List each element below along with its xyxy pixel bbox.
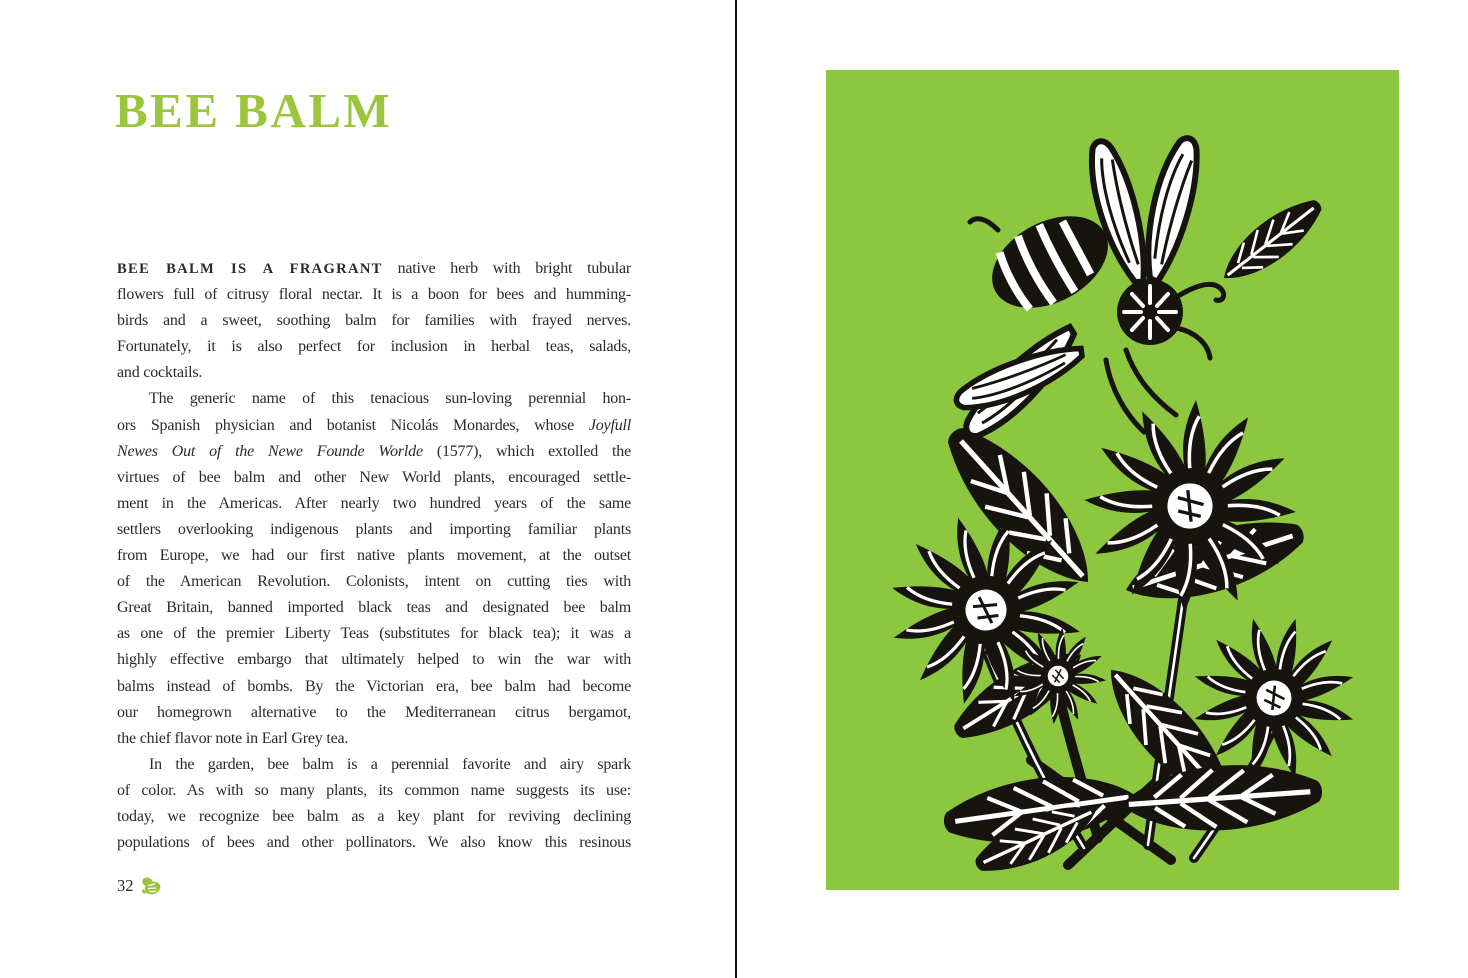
text-line: birds and a sweet, soothing balm for families with frayed nerves. bbox=[117, 312, 631, 330]
text-line: Newes Out of the Newe Founde Worlde (1577), which extolled the bbox=[117, 442, 631, 460]
chapter-title: BEE BALM bbox=[115, 83, 393, 138]
text-line: ors Spanish physician and botanist Nicolás Monardes, whose Joyfull bbox=[117, 416, 631, 434]
text-line: BEE BALM IS A FRAGRANT native herb with bright tubular bbox=[117, 260, 631, 277]
page-gutter-divider bbox=[735, 0, 737, 978]
text-line: Great Britain, banned imported black teas and designated bee balm bbox=[117, 599, 631, 617]
text-line: balms instead of bombs. By the Victorian era, bee balm had become bbox=[117, 677, 631, 695]
text-line: virtues of bee balm and other New World plants, encouraged settle- bbox=[117, 468, 631, 486]
page-number: 32 bbox=[117, 876, 134, 895]
text-line: Fortunately, it is also perfect for inclusion in herbal teas, salads, bbox=[117, 338, 631, 356]
text-line: of the American Revolution. Colonists, intent on cutting ties with bbox=[117, 573, 631, 591]
text-line: highly effective embargo that ultimately helped to win the war with bbox=[117, 651, 631, 669]
bee-ornament-icon bbox=[139, 875, 163, 897]
bee-figure bbox=[951, 134, 1224, 447]
text-line: our homegrown alternative to the Mediterranean citrus bergamot, bbox=[117, 703, 631, 721]
text-line: The generic name of this tenacious sun-loving perennial hon- bbox=[149, 390, 631, 408]
text-line: populations of bees and other pollinators. We also know this resinous bbox=[117, 834, 631, 852]
text-line: and cocktails. bbox=[117, 364, 203, 382]
text-line: flowers full of citrusy floral nectar. It is a boon for bees and humming- bbox=[117, 286, 631, 304]
text-line: ment in the Americas. After nearly two hundred years of the same bbox=[117, 494, 631, 512]
flower-figure bbox=[872, 387, 1378, 803]
bee-balm-woodcut-illustration bbox=[826, 70, 1399, 890]
text-line: the chief flavor note in Earl Grey tea. bbox=[117, 729, 349, 747]
text-line: from Europe, we had our first native plants movement, at the outset bbox=[117, 547, 631, 565]
text-line: settlers overlooking indigenous plants and importing familiar plants bbox=[117, 520, 631, 538]
body-text bbox=[117, 256, 631, 856]
text-line: today, we recognize bee balm as a key plant for reviving declining bbox=[117, 807, 631, 825]
text-line: of color. As with so many plants, its common name suggests its use: bbox=[117, 781, 631, 799]
text-line: In the garden, bee balm is a perennial favorite and airy spark bbox=[149, 755, 631, 773]
illustration-panel bbox=[826, 70, 1399, 890]
text-line: as one of the premier Liberty Teas (substitutes for black tea); it was a bbox=[117, 625, 631, 643]
page-footer bbox=[117, 874, 163, 898]
